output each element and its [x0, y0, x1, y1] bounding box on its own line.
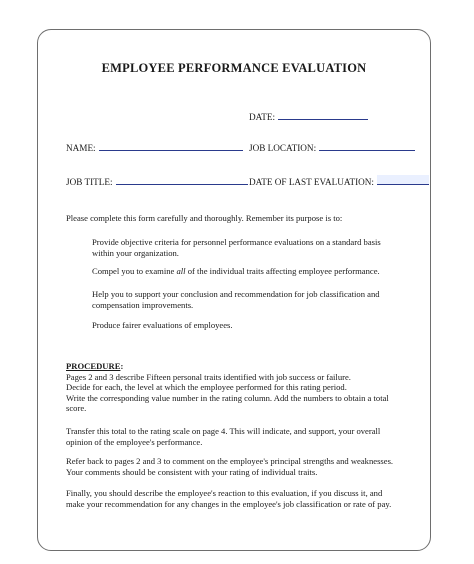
purpose-item-1 [92, 237, 410, 258]
name-row [66, 141, 243, 153]
procedure-p3-line-2: Your comments should be consistent with your rating of individual traits. [66, 466, 318, 477]
purpose-2-text-end: of the individual traits affecting employee performance. [185, 266, 380, 276]
document-page [37, 29, 431, 551]
date-label: DATE: [249, 112, 276, 122]
name-label: NAME: [66, 143, 96, 153]
last-evaluation-label: DATE OF LAST EVALUATION: [249, 177, 374, 187]
job-location-label: JOB LOCATION: [249, 143, 317, 153]
procedure-p2-line-1: Transfer this total to the rating scale on page 4. This will indicate, and support, your overall [66, 426, 381, 436]
purpose-1-line-2: within your organization. [92, 247, 179, 258]
purpose-2-emphasis: all [176, 266, 186, 276]
procedure-p2-line-2: opinion of the employee's performance. [66, 436, 203, 447]
form-title: EMPLOYEE PERFORMANCE EVALUATION [101, 61, 367, 75]
procedure-p1-line-1: Pages 2 and 3 describe Fifteen personal traits identified with job success or failure. [66, 371, 351, 382]
job-title-label: JOB TITLE: [66, 177, 113, 187]
procedure-p4-line-1: Finally, you should describe the employee's reaction to this evaluation, if you discuss it, and [66, 488, 383, 498]
job-title-row [66, 175, 248, 187]
date-row [249, 110, 368, 122]
purpose-item-4: Produce fairer evaluations of employees. [92, 320, 233, 330]
procedure-heading: PROCEDURE [66, 361, 121, 371]
procedure-block-1 [66, 361, 418, 414]
purpose-3-line-2: compensation improvements. [92, 299, 194, 310]
purpose-2-text-start: Compel you to examine [92, 266, 177, 276]
procedure-block-2 [66, 426, 418, 447]
procedure-p1-line-2: Decide for each, the level at which the employee performed for this rating period. [66, 382, 347, 393]
procedure-heading-line [66, 361, 418, 372]
job-location-field[interactable] [319, 141, 415, 151]
name-field[interactable] [99, 141, 243, 151]
procedure-p4-line-2: make your recommendation for any changes in the employee's job classification or rate of pay. [66, 498, 392, 509]
procedure-block-3 [66, 456, 418, 477]
procedure-heading-colon: : [120, 361, 124, 371]
purpose-item-3 [92, 289, 410, 310]
purpose-1-line-1: Provide objective criteria for personnel performance evaluations on a standard basis [92, 237, 381, 247]
last-evaluation-row [249, 175, 429, 187]
procedure-p1-line-4: score. [66, 403, 87, 414]
procedure-p1-line-3: Write the corresponding value number in the rating column. Add the numbers to obtain a total [66, 392, 389, 403]
intro-text: Please complete this form carefully and thoroughly. Remember its purpose is to: [66, 213, 343, 223]
procedure-block-4 [66, 488, 418, 509]
job-title-field[interactable] [116, 175, 248, 185]
job-location-row [249, 141, 415, 153]
purpose-3-line-1: Help you to support your conclusion and recommendation for job classification and [92, 289, 380, 299]
last-evaluation-field[interactable] [377, 175, 429, 185]
date-field[interactable] [278, 110, 368, 120]
procedure-p3-line-1: Refer back to pages 2 and 3 to comment on the employee's principal strengths and weaknesses. [66, 456, 394, 466]
purpose-item-2 [92, 266, 410, 277]
